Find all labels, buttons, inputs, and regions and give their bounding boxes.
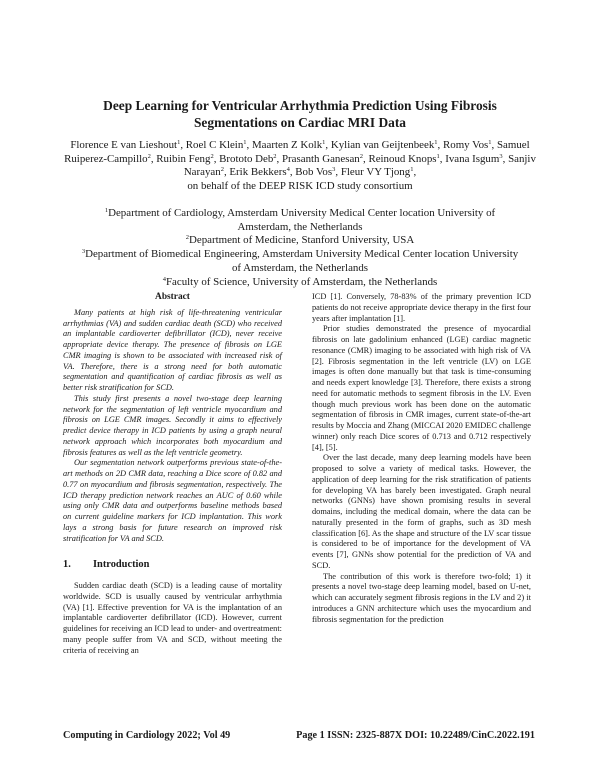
author-separator: ,: [413, 166, 417, 179]
author-affiliation-mark: 1: [177, 139, 181, 146]
author-separator: ,: [213, 152, 220, 165]
body-paragraph: Sudden cardiac death (SCD) is a leading cause of mortality worldwide. SCD is usually caused by ventricular arrhythmia (VA) [1]. Effective prevention for VA is the implantation of an implantable cardioverter defibrillator (ICD). However, current guidelines for receiving an ICD lead to under- and overtreatment: many people suffer from VA and SCD, without meeting the criteria of receiving an: [63, 581, 282, 655]
author-separator: ,: [491, 139, 497, 151]
author-separator: ,: [325, 139, 331, 151]
abstract-heading: Abstract: [155, 292, 190, 302]
body-paragraph: Prior studies demonstrated the presence of myocardial fibrosis on late gadolinium enhanced (LGE) cardiac magnetic resonance (CMR) imaging to be associated with high risk of VA [2]. Fibrosis segmentation in the left ventricle (LV) on LGE images is often done manually but that task is time-consuming and needs expert knowledge [3]. Therefore, there exists a strong need for automatic methods to segment fibrosis in the LV. Even though much previous work has been done on the automatic segmentation of fibrosis in CMR images, current state-of-the-art results by Moccia and Zhang (MICCAI 2020 EMIDEC challenge winner) only reach Dice scores of 0.713 and 0.712 respectively [4], [5].: [312, 324, 531, 452]
affiliation-text-continued: of Amsterdam, the Netherlands: [231, 261, 369, 274]
author-separator: ,: [180, 139, 186, 151]
author-affiliation-mark: 3: [332, 166, 336, 174]
author-affiliation-mark: 2: [359, 152, 363, 160]
author-separator: ,: [150, 152, 157, 165]
affiliation-text: Department of Medicine, Stanford University, USA: [189, 234, 415, 247]
affiliation-number: 2: [185, 234, 189, 242]
author-affiliation-mark: 1: [243, 139, 247, 146]
author-name: Bob Vos: [295, 166, 333, 179]
author-affiliation-mark: 1: [488, 139, 492, 146]
author-name: Kylian van Geijtenbeek: [330, 139, 435, 151]
affiliation: [60, 207, 540, 234]
author-name: Erik Bekkers: [229, 166, 287, 179]
body-paragraph: Over the last decade, many deep learning models have been proposed to solve a variety of medical tasks. However, the application of deep learning for the risk stratification of patients for developing VA has barely been investigated. Graph neural networks (GNNs) have shown promising results in several domains, including the medical domain, where the data can be naturally presented in the form of graphs, such as 3D mesh classification [6]. As the shape and structure of the LV scar tissue is considered to be of importance for the development of VA events [7], GNNs show potential for the prediction of VA and SCD.: [312, 453, 531, 570]
affiliation: [60, 234, 540, 248]
author-affiliation-mark: 4: [286, 166, 290, 174]
affiliation-text-continued: Amsterdam, the Netherlands: [237, 220, 363, 233]
abstract-paragraph: Our segmentation network outperforms previous state-of-the-art methods on 2D CMR data, reaching a Dice score of 0.82 and 0.77 on myocardium and fibrosis segmentation, respectively. The ICD therapy prediction network reaches an AUC of 0.60 while using only CMR data and outperforms baseline methods based on current guideline markers for ICD implantation. This work lays a strong basis for future research on improved risk stratification for VA and SCD.: [63, 458, 282, 543]
affiliation-number: 1: [104, 207, 109, 214]
title-line-2: Segmentations on Cardiac MRI Data: [193, 115, 406, 130]
affiliation-number: 4: [162, 275, 166, 283]
author-separator: ,: [362, 152, 369, 165]
author-name: Romy Vos: [443, 139, 489, 151]
paper-title: [70, 97, 530, 131]
author-name: Ivana Isgum: [445, 152, 500, 165]
right-column: [312, 292, 531, 625]
author-separator: ,: [439, 152, 446, 165]
author-affiliation-mark: 1: [322, 139, 326, 146]
affiliation: [60, 276, 540, 290]
author-affiliation-mark: 2: [220, 166, 224, 174]
affiliation-text: Department of Cardiology, Amsterdam University Medical Center location University of: [108, 207, 496, 219]
author-affiliation-mark: 1: [410, 166, 414, 174]
author-name: Prasanth Ganesan: [282, 152, 360, 165]
author-separator: ,: [289, 166, 296, 179]
author-name: Roel C Klein: [185, 139, 244, 151]
author-name: Fleur VY Tjong: [340, 166, 411, 179]
author-affiliation-mark: 2: [273, 152, 277, 160]
section-number: 1.: [63, 559, 71, 571]
author-separator: ,: [276, 152, 282, 165]
introduction-heading: [63, 560, 282, 571]
abstract-paragraph: This study first presents a novel two-stage deep learning network for the segmentation of left ventricle myocardium and fibrosis on LGE CMR images. Secondly it aims to effectively predict device therapy in ICD patients by using a graph neural network approach which incorporates both myocardium and fibrosis features as well as the left ventricle geometry.: [63, 393, 282, 457]
author-name: Brototo Deb: [219, 152, 274, 165]
affiliation-number: 3: [81, 248, 86, 256]
author-affiliation-mark: 1: [434, 139, 438, 146]
abstract-body: [63, 308, 282, 545]
author-affiliation-mark: 2: [210, 152, 214, 160]
author-name: Reinoud Knops: [368, 152, 437, 165]
author-separator: ,: [502, 152, 509, 165]
author-name: Ruibin Feng: [156, 152, 211, 165]
consortium-line: on behalf of the DEEP RISK ICD study consortium: [187, 180, 413, 193]
author-affiliation-mark: 2: [147, 152, 151, 160]
body-paragraph: The contribution of this work is therefore two-fold; 1) it presents a novel two-stage deep learning model, based on U-net, which can accurately segment fibrosis regions in the LV and 2) it introduces a GNN architecture which uses the myocardium and fibrosis segmentation for the prediction: [312, 571, 531, 624]
author-affiliation-mark: 3: [499, 152, 503, 160]
affiliation-text: Faculty of Science, University of Amsterdam, the Netherlands: [165, 275, 438, 288]
author-name: Florence E van Lieshout: [70, 139, 178, 151]
affiliation: [60, 248, 540, 275]
abstract-paragraph: Many patients at high risk of life-threatening ventricular arrhythmias (VA) and sudden cardiac death (SCD) who received an implantable cardioverter defibrillator (ICD), never receive appropriate device therapy. The presence of fibrosis on LGE CMR imaging is shown to be associated with increased risk of VA. Therefore, there is a strong need for both automatic segmentation and quantification of cardiac fibrosis as well as better risk stratification for SCD.: [63, 307, 282, 392]
author-separator: ,: [246, 139, 252, 151]
section-title: Introduction: [93, 559, 150, 571]
footer-issn-doi: Page 1 ISSN: 2325-887X DOI: 10.22489/CinC.2022.191: [296, 730, 535, 741]
author-separator: ,: [335, 166, 341, 179]
left-column: [63, 292, 282, 656]
author-separator: ,: [223, 166, 230, 179]
affiliation-text: Department of Biomedical Engineering, Amsterdam University Medical Center location University: [85, 248, 519, 261]
author-list: [55, 139, 545, 194]
footer-journal: Computing in Cardiology 2022; Vol 49: [63, 730, 231, 741]
body-paragraph: ICD [1]. Conversely, 78-83% of the primary prevention ICD patients do not receive appropriate device therapy in the first four years after implantation [1].: [312, 292, 531, 323]
affiliation-list: [60, 207, 540, 289]
introduction-body: [63, 581, 282, 656]
author-name: Maarten Z Kolk: [251, 139, 323, 151]
author-affiliation-mark: 1: [436, 152, 440, 160]
author-name: Sanjiv Narayan: [183, 152, 536, 179]
title-line-1: Deep Learning for Ventricular Arrhythmia Prediction Using Fibrosis: [103, 98, 497, 113]
author-name: Samuel Ruiperez-Campillo: [64, 139, 530, 165]
author-names: [64, 139, 536, 178]
author-separator: ,: [437, 139, 443, 151]
